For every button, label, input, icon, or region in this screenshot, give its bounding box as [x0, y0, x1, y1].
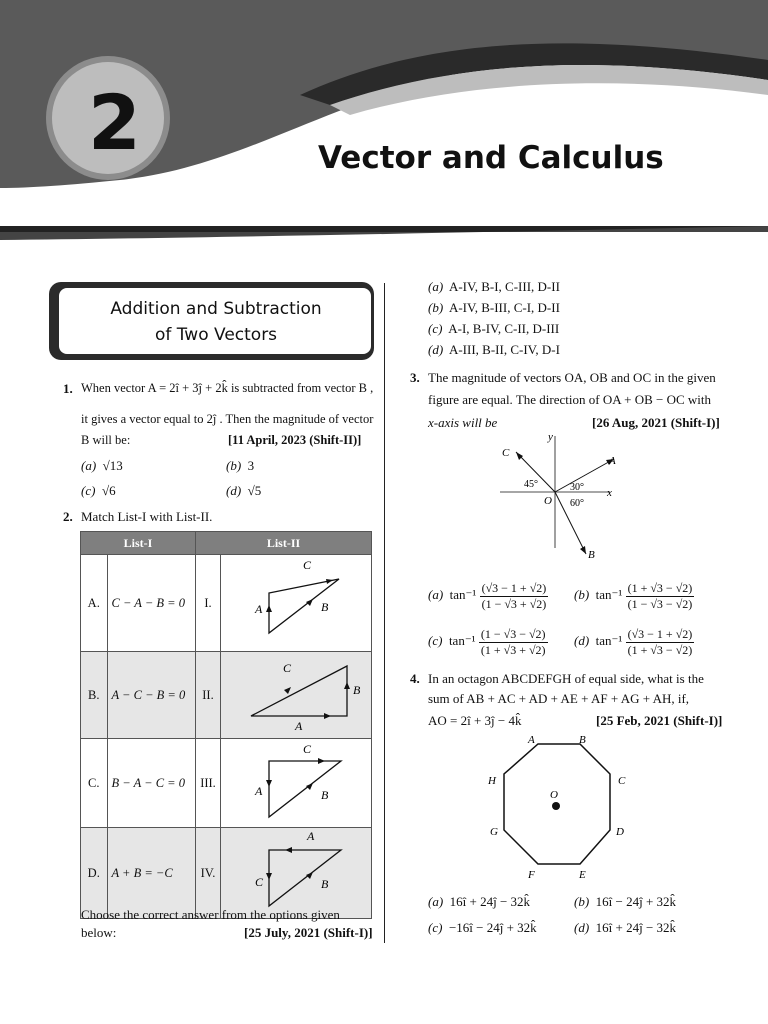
svg-text:H: H — [488, 775, 496, 787]
q3-vector-diagram — [480, 428, 640, 564]
q4-number: 4. — [410, 671, 420, 686]
q1-option-b: (b) 3 — [226, 458, 255, 473]
chapter-number: 2 — [88, 78, 139, 167]
svg-text:C: C — [618, 775, 626, 787]
list1-header: List-I — [81, 532, 196, 555]
q4-option-c: (c) −16î − 24ĵ + 32k̂ — [428, 920, 537, 935]
q2-option-b: (b) A-IV, B-III, C-I, D-II — [428, 300, 560, 315]
svg-text:A: A — [254, 784, 263, 798]
q4-option-a: (a) 16î + 24ĵ − 32k̂ — [428, 894, 531, 909]
svg-text:E: E — [579, 869, 586, 881]
q2-option-a: (a) A-IV, B-I, C-III, D-II — [428, 279, 560, 294]
q1-option-a: (a) √13 — [81, 458, 123, 473]
q4-line3: AO = 2î + 3ĵ − 4k̂ — [428, 713, 522, 728]
q3-line2: figure are equal. The direction of OA + OB − OC with — [428, 392, 712, 407]
section-title — [62, 296, 370, 348]
q4-line1: In an octagon ABCDEFGH of equal side, what is the — [428, 671, 704, 686]
triangle-figure-3 — [220, 739, 371, 828]
q4-octagon-diagram — [480, 730, 640, 886]
q2-option-c: (c) A-I, B-IV, C-II, D-III — [428, 321, 560, 336]
svg-text:A: A — [294, 719, 303, 733]
q3-line1: The magnitude of vectors OA, OB and OC in the given — [428, 370, 716, 385]
svg-text:O: O — [550, 789, 558, 801]
q3-option-c: (c) tan⁻¹ $\frac{(1 - √3 - √2)}{(1 + √3 + √2)}$ — [428, 626, 546, 657]
svg-text:B: B — [352, 683, 361, 697]
q4-option-d: (d) 16î + 24ĵ − 32k̂ — [574, 920, 677, 935]
svg-text:C: C — [502, 447, 510, 459]
q3-option-d: (d) tan⁻¹ $\frac{(√3 - 1 + √2)}{(1 + √3 - √2)}$ — [574, 626, 693, 657]
svg-text:B: B — [588, 549, 595, 561]
q2-reference: [25 July, 2021 (Shift-I)] — [244, 925, 373, 940]
section-title-line2: of Two Vectors — [154, 325, 278, 345]
table-row — [81, 555, 372, 652]
svg-text:C: C — [254, 875, 263, 889]
svg-text:30°: 30° — [570, 482, 584, 493]
svg-text:A: A — [609, 455, 616, 467]
svg-text:y: y — [548, 431, 553, 443]
svg-text:C: C — [302, 742, 311, 756]
q2-choose-line1: Choose the correct answer from the options given — [81, 907, 340, 922]
row-label: D. — [81, 828, 108, 919]
row-label: B. — [81, 652, 108, 739]
q3-option-b: (b) tan⁻¹ $\frac{(1 + √3 - √2)}{(1 - √3 - √2)}$ — [574, 580, 693, 611]
triangle-figure-2 — [220, 652, 371, 739]
q3-reference: [26 Aug, 2021 (Shift-I)] — [592, 415, 720, 430]
table-row — [81, 739, 372, 828]
section-title-line1: Addition and Subtraction — [110, 299, 322, 319]
q4-reference: [25 Feb, 2021 (Shift-I)] — [596, 713, 723, 728]
svg-text:B: B — [320, 877, 329, 891]
svg-text:G: G — [490, 826, 498, 838]
row-label: A. — [81, 555, 108, 652]
list2-header: List-II — [196, 532, 372, 555]
svg-text:O: O — [544, 495, 552, 507]
q4-line2: sum of AB + AC + AD + AE + AF + AG + AH, if, — [428, 691, 690, 706]
svg-text:C: C — [302, 558, 311, 572]
q1-option-c: (c) √6 — [81, 483, 116, 498]
row-expression: B − A − C = 0 — [107, 739, 196, 828]
q1-line2: it gives a vector equal to 2ĵ . Then the magnitude of vector — [81, 412, 374, 426]
svg-text:45°: 45° — [524, 479, 538, 490]
svg-text:B: B — [320, 788, 329, 802]
row-numeral: I. — [196, 555, 221, 652]
svg-text:B: B — [579, 734, 586, 746]
q1-line3: B will be: — [81, 433, 131, 447]
svg-text:A: A — [306, 829, 315, 843]
row-numeral: III. — [196, 739, 221, 828]
q2-option-d: (d) A-III, B-II, C-IV, D-I — [428, 342, 560, 357]
q2-choose-line2: below: — [81, 925, 117, 940]
column-divider — [384, 283, 385, 943]
table-row — [81, 828, 372, 919]
svg-text:A: A — [528, 734, 535, 746]
row-expression: C − A − B = 0 — [107, 555, 196, 652]
row-label: C. — [81, 739, 108, 828]
svg-text:A: A — [254, 602, 263, 616]
q2-text: Match List-I with List-II. — [81, 509, 213, 524]
svg-text:F: F — [528, 869, 535, 881]
match-table — [80, 531, 372, 919]
q3-option-a: (a) tan⁻¹ $\frac{(√3 - 1 + √2)}{(1 - √3 + √2)}$ — [428, 580, 547, 611]
svg-text:D: D — [616, 826, 624, 838]
q1-line1: When vector A = 2î + 3ĵ + 2k̂ is subtracted from vector B , — [81, 381, 374, 395]
q3-line3: x-axis will be — [428, 415, 498, 430]
svg-text:60°: 60° — [570, 498, 584, 509]
q3-number: 3. — [410, 370, 420, 385]
row-numeral: IV. — [196, 828, 221, 919]
row-numeral: II. — [196, 652, 221, 739]
q1-option-d: (d) √5 — [226, 483, 262, 498]
row-expression: A + B = −C — [107, 828, 196, 919]
triangle-figure-1 — [220, 555, 371, 652]
svg-text:B: B — [320, 600, 329, 614]
svg-text:C: C — [282, 661, 291, 675]
q4-option-b: (b) 16î − 24ĵ + 32k̂ — [574, 894, 677, 909]
q1-number: 1. — [63, 381, 73, 396]
triangle-figure-4 — [220, 828, 371, 919]
svg-text:x: x — [607, 487, 612, 499]
row-expression: A − C − B = 0 — [107, 652, 196, 739]
q1-reference: [11 April, 2023 (Shift-II)] — [228, 433, 362, 447]
q2-number: 2. — [63, 509, 73, 524]
table-row — [81, 652, 372, 739]
chapter-title: Vector and Calculus — [318, 140, 664, 176]
